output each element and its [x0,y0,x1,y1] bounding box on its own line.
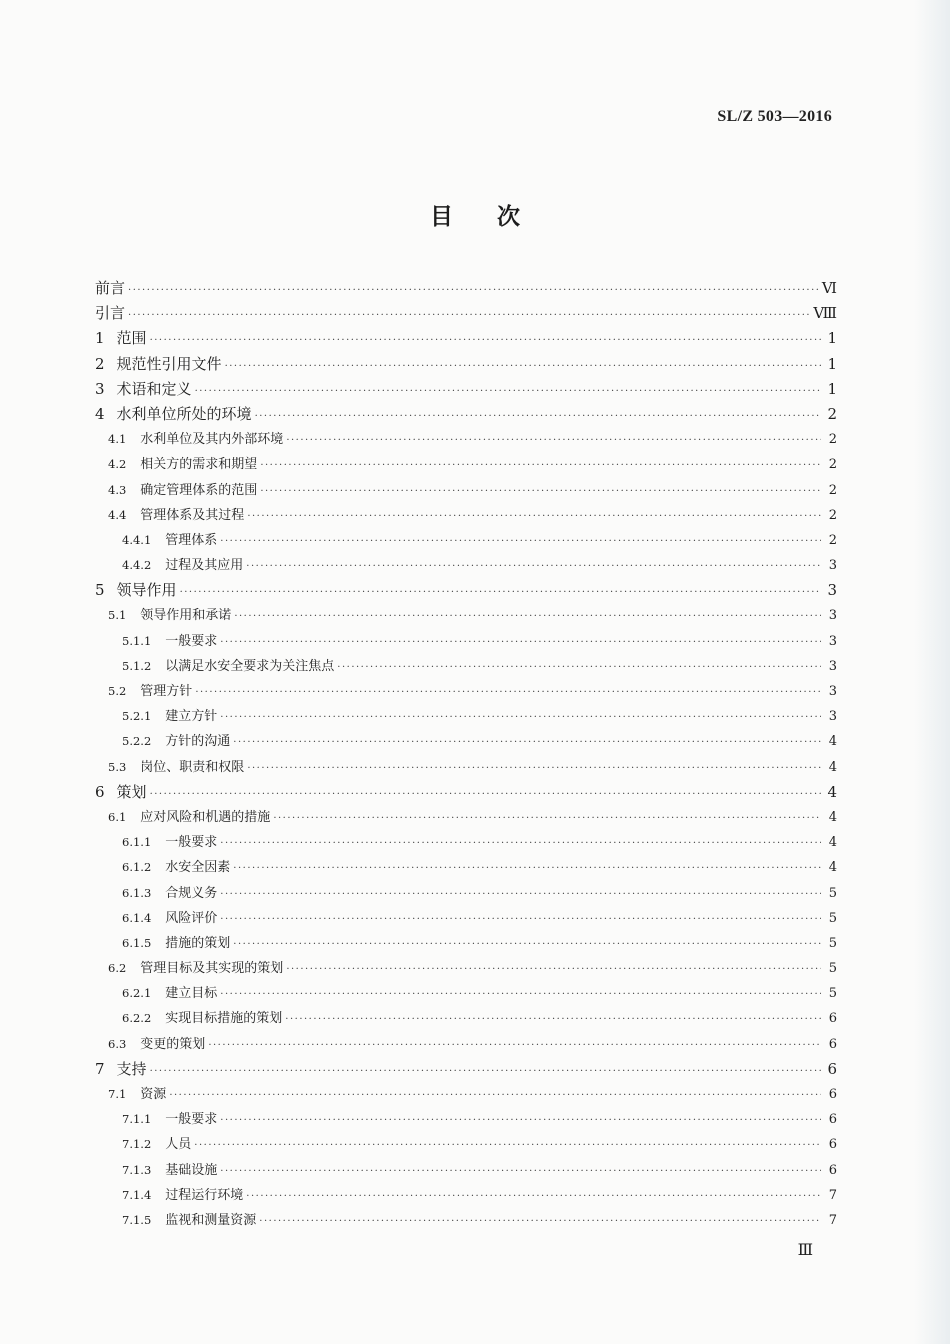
toc-entry[interactable] [95,578,837,603]
dot-leader [247,504,821,529]
toc-entry-label [95,830,217,855]
dot-leader [255,404,821,429]
toc-entry[interactable] [95,830,837,855]
toc-entry-number: 6 [95,782,105,801]
toc-entry-number: 7.1.4 [122,1187,152,1202]
toc-entry-label [95,1006,282,1031]
toc-entry[interactable] [95,452,837,477]
toc-entry-label [95,1208,256,1233]
toc-entry[interactable] [95,553,837,578]
page-title: 目次 [430,204,564,230]
toc-entry-text: 水安全因素 [165,860,231,876]
dot-leader [169,1083,821,1108]
toc-entry-number: 5.1 [108,608,127,623]
toc-entry-number: 4.3 [108,482,127,497]
dot-leader [286,428,821,453]
toc-entry-label [95,478,257,503]
toc-entry-number: 6.2 [108,961,127,976]
toc-entry[interactable] [95,1183,837,1208]
toc-entry-page: 3 [827,581,837,600]
dot-leader [259,1209,821,1234]
toc-entry-label [95,755,244,780]
dot-leader [337,655,821,680]
toc-entry-page: 5 [828,986,837,1002]
toc-entry[interactable] [95,881,837,906]
toc-entry-label [95,881,217,906]
toc-entry-page: Ⅷ [813,304,837,323]
toc-entry-text: 监视和测量资源 [165,1212,257,1228]
toc-entry[interactable] [95,503,837,528]
toc-entry-page: 4 [828,734,837,750]
toc-entry[interactable] [95,704,837,729]
toc-entry[interactable] [95,1082,837,1107]
toc-entry-label [95,654,334,679]
toc-entry-page: 6 [828,1137,837,1153]
toc-entry-label [95,578,177,603]
toc-entry-text: 范围 [116,329,147,348]
toc-entry-page: 1 [827,329,837,348]
toc-entry-number: 7.1.1 [122,1112,152,1127]
toc-entry[interactable] [95,755,837,780]
dot-leader [220,907,821,932]
toc-entry-text: 风险评价 [165,910,218,926]
toc-entry[interactable] [95,855,837,880]
toc-entry-number: 6.1.2 [122,860,152,875]
dot-leader [150,782,821,807]
toc-entry-number: 6.2.2 [122,1011,152,1026]
toc-entry-page: 4 [827,782,837,801]
toc-entry-text: 引言 [95,304,126,323]
toc-entry-label [95,553,243,578]
dot-leader [273,806,821,831]
dot-leader [246,554,821,579]
toc-entry[interactable] [95,1032,837,1057]
toc-entry-page: 3 [828,658,837,674]
toc-entry-page: 2 [827,404,837,423]
toc-entry-page: 2 [828,432,837,448]
toc-entry-text: 措施的策划 [165,935,231,951]
toc-entry-label [95,402,252,427]
toc-entry-number: 6.1.4 [122,910,152,925]
toc-entry-text: 一般要求 [165,1112,218,1128]
toc-entry-label [95,326,147,351]
toc-entry-label [95,981,217,1006]
toc-entry[interactable] [95,1158,837,1183]
dot-leader [233,730,821,755]
toc-entry-number: 5.2 [108,684,127,698]
toc-entry-label [95,629,217,654]
toc-entry-label [95,1057,147,1082]
toc-entry-text: 确定管理体系的范围 [140,482,258,498]
toc-entry-label [95,679,192,704]
dot-leader [128,278,818,303]
toc-entry-label [95,528,217,553]
dot-leader [220,882,821,907]
dot-leader [180,580,821,605]
dot-leader [260,479,821,504]
dot-leader [195,379,821,404]
toc-entry-text: 管理体系 [165,532,218,548]
toc-entry-number: 6.1.3 [122,885,152,900]
dot-leader [194,1133,821,1158]
toc-entry-label [95,427,283,452]
toc-entry[interactable] [95,276,837,301]
toc-entry-text: 规范性引用文件 [116,354,222,373]
toc-entry-text: 管理目标及其实现的策划 [140,961,284,977]
toc-entry-number: 6.2.1 [122,986,152,1001]
toc-entry[interactable] [95,1057,837,1082]
toc-entry-number: 6.3 [108,1036,127,1051]
toc-entry-label [95,704,217,729]
toc-entry-page: 6 [827,1059,837,1078]
toc-entry-text: 应对风险和机遇的措施 [140,809,271,825]
toc-entry[interactable] [95,1132,837,1157]
toc-entry-number: 6.1.5 [122,935,152,950]
toc-entry-text: 支持 [116,1059,147,1078]
toc-entry[interactable] [95,377,837,402]
toc-entry-text: 方针的沟通 [165,734,231,750]
toc-entry[interactable] [95,981,837,1006]
toc-entry-number: 7.1.2 [122,1137,152,1152]
toc-entry-page: 2 [828,532,837,548]
toc-entry-page: 5 [828,910,837,926]
toc-entry-page: 5 [828,961,837,977]
toc-entry[interactable] [95,679,837,704]
toc-entry-number: 4 [95,404,105,423]
dot-leader [220,630,821,655]
toc-entry-label [95,956,283,981]
toc-entry-number: 7 [95,1059,105,1078]
toc-entry-page: 4 [828,809,837,825]
toc-entry-label [95,780,147,805]
toc-entry-text: 水利单位及其内外部环境 [140,432,284,448]
toc-entry-label [95,603,231,628]
toc-entry-page: 3 [828,558,837,574]
toc-entry-text: 策划 [116,782,147,801]
toc-entry-number: 5.1.2 [122,658,152,673]
toc-entry[interactable] [95,1107,837,1132]
toc-entry-text: 过程运行环境 [165,1187,244,1203]
toc-entry-number: 4.2 [108,457,127,472]
dot-leader [234,604,821,629]
toc-entry-label [95,805,270,830]
toc-entry-label [95,906,217,931]
toc-entry-label [95,301,125,326]
toc-entry-label [95,1183,243,1208]
toc-entry[interactable] [95,1006,837,1031]
toc-entry-page: Ⅵ [821,279,837,297]
toc-entry-number: 6.1.1 [122,835,152,850]
toc-entry-number: 5.2.2 [122,734,152,749]
toc-entry[interactable] [95,427,837,452]
toc-entry-page: 5 [828,935,837,951]
toc-entry-text: 一般要求 [165,633,218,649]
toc-entry-page: 1 [827,354,837,373]
page-number: Ⅲ [797,1240,813,1259]
toc-entry[interactable] [95,780,837,805]
toc-entry-number: 1 [95,329,105,348]
toc-entry-text: 领导作用 [116,581,177,600]
toc-entry-page: 6 [828,1011,837,1027]
toc-entry-text: 建立方针 [165,709,218,725]
toc-entry[interactable] [95,528,837,553]
dot-leader [220,1159,821,1184]
toc-entry[interactable] [95,629,837,654]
toc-entry-label [95,729,230,754]
toc-entry[interactable] [95,402,837,427]
toc-entry[interactable] [95,654,837,679]
toc-entry[interactable] [95,478,837,503]
toc-entry-text: 一般要求 [165,835,218,851]
toc-entry-label [95,1132,191,1157]
toc-entry-label [95,1107,217,1132]
toc-entry-text: 人员 [165,1137,192,1153]
dot-leader [150,1059,821,1084]
toc-entry-label [95,377,192,402]
toc-entry-text: 相关方的需求和期望 [140,457,258,473]
toc-entry[interactable] [95,1208,837,1233]
toc-entry[interactable] [95,956,837,981]
toc-entry-page: 4 [828,860,837,876]
toc-entry-text: 合规义务 [165,885,218,901]
dot-leader [220,982,821,1007]
dot-leader [233,856,821,881]
dot-leader [150,328,821,353]
toc-entry-page: 7 [828,1187,837,1203]
toc-entry-label [95,855,230,880]
toc-entry-label [95,503,244,528]
toc-entry-page: 3 [828,684,837,699]
dot-leader [286,957,821,982]
toc-entry-number: 3 [95,379,105,398]
toc-entry-label [95,931,230,956]
toc-entry-number: 7.1.3 [122,1162,152,1177]
toc-entry[interactable] [95,805,837,830]
toc-entry[interactable] [95,352,837,377]
toc-entry-text: 实现目标措施的策划 [165,1011,283,1027]
toc-entry-number: 5.2.1 [122,709,152,724]
dot-leader [220,1108,821,1133]
toc-entry-label [95,1158,217,1183]
toc-entry[interactable] [95,603,837,628]
toc-entry-label [95,1032,205,1057]
toc-entry-label [95,452,257,477]
toc-entry-number: 4.1 [108,432,127,447]
toc-entry-page: 1 [827,379,837,398]
toc-entry-page: 6 [828,1112,837,1128]
toc-entry-text: 领导作用和承诺 [140,608,232,624]
toc-entry-label [95,352,222,377]
toc-entry-page: 4 [828,835,837,851]
toc-entry-page: 2 [828,482,837,498]
table-of-contents [95,276,837,1233]
toc-entry-text: 前言 [95,279,126,297]
dot-leader [260,453,821,478]
standard-code: SL/Z 503—2016 [717,108,832,125]
toc-entry-page: 2 [828,457,837,473]
toc-entry-number: 4.4 [108,507,127,522]
dot-leader [233,932,821,957]
toc-entry-label [95,276,125,301]
toc-entry-page: 3 [828,709,837,725]
toc-entry[interactable] [95,931,837,956]
toc-entry-page: 2 [828,507,837,523]
toc-entry-number: 5.3 [108,759,127,774]
toc-entry-number: 5 [95,581,105,600]
toc-entry-number: 7.1 [108,1087,127,1101]
toc-entry-page: 6 [828,1087,837,1102]
toc-entry[interactable] [95,326,837,351]
dot-leader [247,756,821,781]
toc-entry-page: 5 [828,885,837,901]
toc-entry-text: 建立目标 [165,986,218,1002]
toc-entry-page: 3 [828,633,837,649]
toc-entry-text: 基础设施 [165,1162,218,1178]
toc-entry-number: 2 [95,354,105,373]
toc-entry-text: 岗位、职责和权限 [140,759,245,775]
toc-entry-page: 3 [828,608,837,624]
toc-entry-text: 管理方针 [140,684,193,699]
toc-entry-text: 资源 [140,1087,167,1102]
toc-entry-text: 过程及其应用 [165,558,244,574]
dot-leader [285,1007,821,1032]
toc-entry-page: 6 [828,1162,837,1178]
toc-entry-label [95,1082,166,1107]
dot-leader [220,705,821,730]
dot-leader [220,831,821,856]
toc-entry[interactable] [95,301,837,326]
toc-entry-page: 4 [828,759,837,775]
toc-entry-number: 4.4.2 [122,558,152,573]
toc-entry-number: 7.1.5 [122,1212,152,1227]
dot-leader [208,1033,821,1058]
toc-entry-text: 术语和定义 [116,379,192,398]
dot-leader [128,303,809,328]
toc-entry[interactable] [95,729,837,754]
toc-entry-text: 管理体系及其过程 [140,507,245,523]
dot-leader [225,354,821,379]
toc-entry[interactable] [95,906,837,931]
toc-entry-text: 以满足水安全要求为关注焦点 [165,658,335,674]
toc-entry-text: 变更的策划 [140,1036,206,1052]
toc-entry-number: 4.4.1 [122,532,152,547]
dot-leader [195,680,821,705]
toc-entry-number: 6.1 [108,809,127,824]
toc-entry-number: 5.1.1 [122,633,152,648]
dot-leader [246,1184,821,1209]
toc-entry-page: 7 [828,1212,837,1228]
dot-leader [220,529,821,554]
toc-entry-text: 水利单位所处的环境 [116,404,252,423]
toc-entry-page: 6 [828,1036,837,1052]
